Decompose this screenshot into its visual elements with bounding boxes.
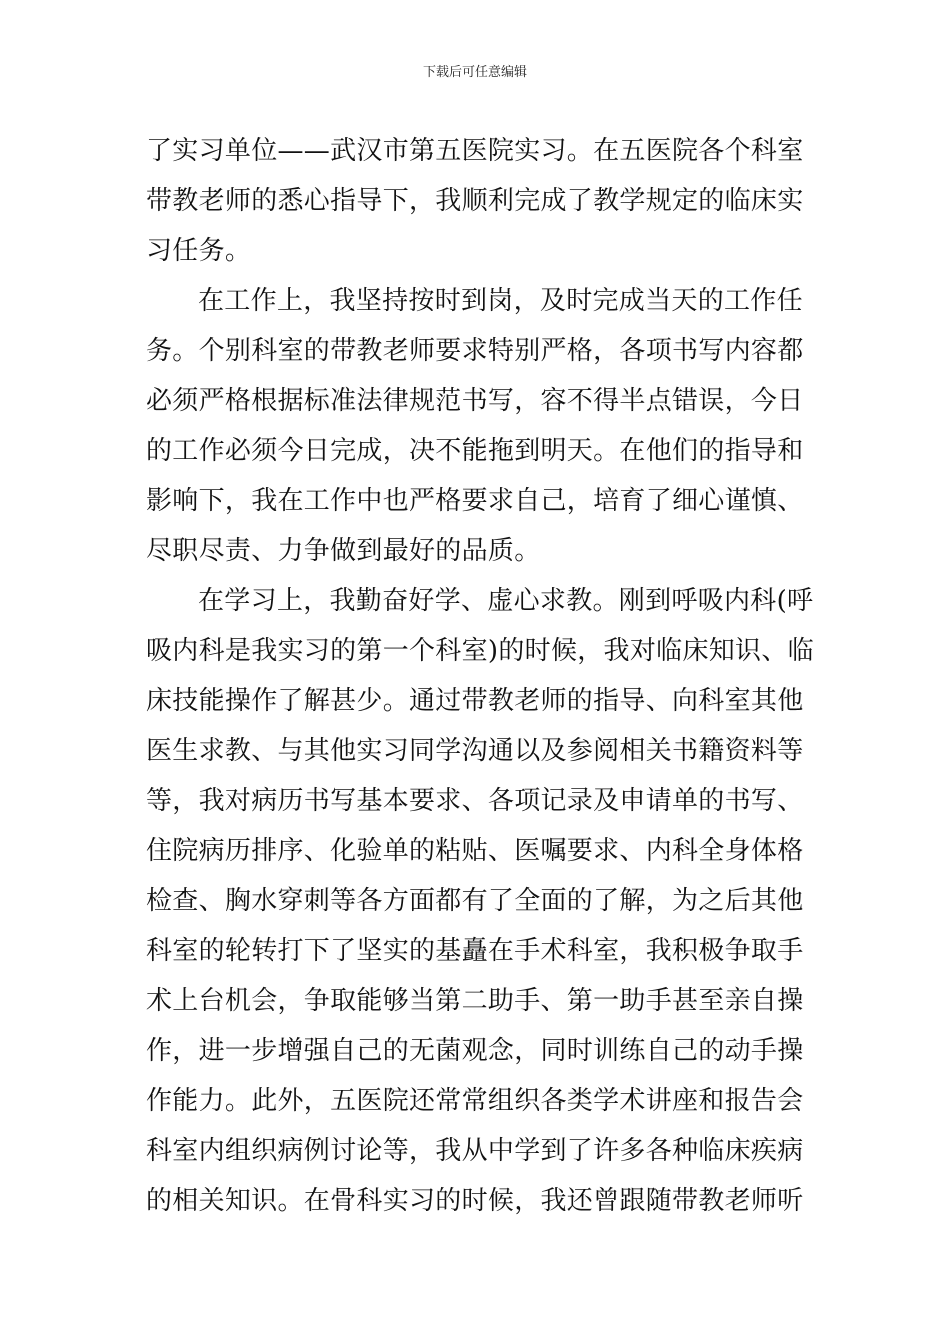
text-line: 科室内组织病例讨论等，我从中学到了许多各种临床疾病: [146, 1136, 804, 1166]
text-line: 等，我对病历书写基本要求、各项记录及申请单的书写、: [146, 786, 804, 816]
text-line: 作，进一步增强自己的无菌观念，同时训练自己的动手操: [146, 1036, 804, 1066]
page-header: 下载后可任意编辑: [422, 65, 527, 80]
text-line: 检查、胸水穿刺等各方面都有了全面的了解，为之后其他: [146, 886, 804, 916]
text-line: 吸内科是我实习的第一个科室)的时候，我对临床知识、临: [146, 636, 814, 666]
text-line: 务。个别科室的带教老师要求特别严格，各项书写内容都: [146, 336, 804, 366]
text-line: 医生求教、与其他实习同学沟通以及参阅相关书籍资料等: [146, 736, 804, 766]
text-line: 作能力。此外，五医院还常常组织各类学术讲座和报告会: [146, 1086, 804, 1116]
text-line: 床技能操作了解甚少。通过带教老师的指导、向科室其他: [146, 686, 804, 716]
text-line: 术上台机会，争取能够当第二助手、第一助手甚至亲自操: [146, 986, 804, 1016]
text-line: 的工作必须今日完成，决不能拖到明天。在他们的指导和: [146, 436, 804, 466]
text-line: 尽职尽责、力争做到最好的品质。: [146, 536, 541, 566]
text-line: 习任务。: [146, 236, 252, 266]
text-line: 影响下，我在工作中也严格要求自己，培育了细心谨慎、: [146, 486, 804, 516]
paragraph-first-line: 在工作上，我坚持按时到岗，及时完成当天的工作任: [198, 286, 803, 316]
text-line: 的相关知识。在骨科实习的时候，我还曾跟随带教老师听: [146, 1186, 804, 1216]
text-line: 了实习单位——武汉市第五医院实习。在五医院各个科室: [146, 136, 804, 166]
document-body: [146, 126, 814, 1226]
text-line: 住院病历排序、化验单的粘贴、医嘱要求、内科全身体格: [146, 836, 804, 866]
text-line: 带教老师的悉心指导下，我顺利完成了教学规定的临床实: [146, 186, 804, 216]
paragraph-first-line: 在学习上，我勤奋好学、虚心求教。刚到呼吸内科(呼: [198, 586, 814, 616]
text-line: 必须严格根据标准法律规范书写，容不得半点错误，今日: [146, 386, 804, 416]
text-line: 科室的轮转打下了坚实的基矗在手术科室，我积极争取手: [146, 936, 804, 966]
